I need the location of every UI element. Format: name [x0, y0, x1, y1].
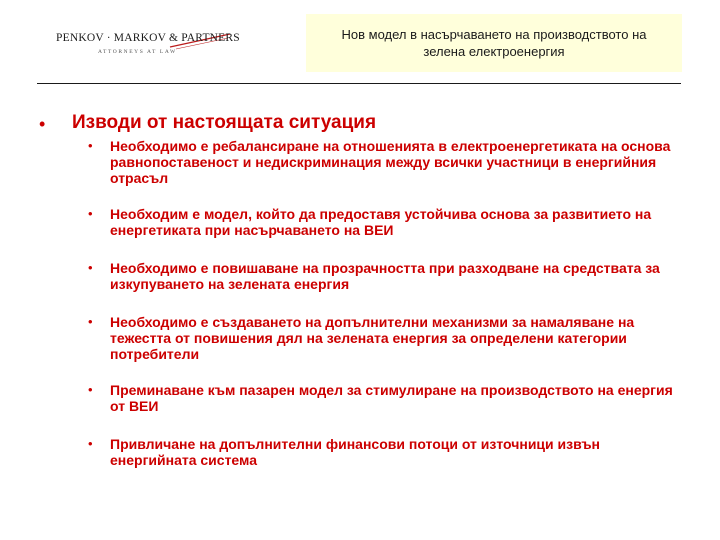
list-item-bullet: •	[88, 382, 93, 397]
list-item-text: Необходимо е ребалансиране на отношенията в електроенергетиката на основа равнопоставеност и недискриминация между всички участници в енергийния отрасъл	[110, 138, 671, 186]
list-item-text: Привличане на допълнителни финансови потоци от източници извън енергийната система	[110, 436, 601, 468]
list-item-bullet: •	[88, 436, 93, 451]
logo-subtitle: ATTORNEYS AT LAW	[98, 49, 177, 55]
company-logo	[52, 30, 240, 66]
list-item-text: Преминаване към пазарен модел за стимулиране на производството на енергия от ВЕИ	[110, 382, 673, 414]
list-item-bullet: •	[88, 206, 93, 221]
list-item-text: Необходимо е повишаване на прозрачността при разходване на средствата за изкупуването на зелената енергия	[110, 260, 660, 292]
slide-title-line-1: Нов модел в насърчаването на производството на	[341, 27, 647, 42]
list-item-bullet: •	[88, 260, 93, 275]
logo-name: PENKOV · MARKOV & PARTNERS	[56, 32, 240, 44]
list-item-bullet: •	[88, 314, 93, 329]
slide-title	[334, 26, 655, 60]
section-heading: Изводи от настоящата ситуация	[72, 112, 377, 133]
header-divider	[37, 83, 681, 84]
heading-bullet: •	[39, 114, 46, 134]
list-item-bullet: •	[88, 138, 93, 153]
list-item-text: Необходим е модел, който да предоставя устойчива основа за развитието на енергетиката при насърчаването на ВЕИ	[110, 206, 652, 238]
list-item-text: Необходимо е създаването на допълнителни механизми за намаляване на тежестта от повишения дял на зелената енергия за определени категории потребители	[110, 314, 635, 362]
slide-title-box	[306, 14, 682, 72]
slide-title-line-2: зелена електроенергия	[423, 44, 565, 59]
